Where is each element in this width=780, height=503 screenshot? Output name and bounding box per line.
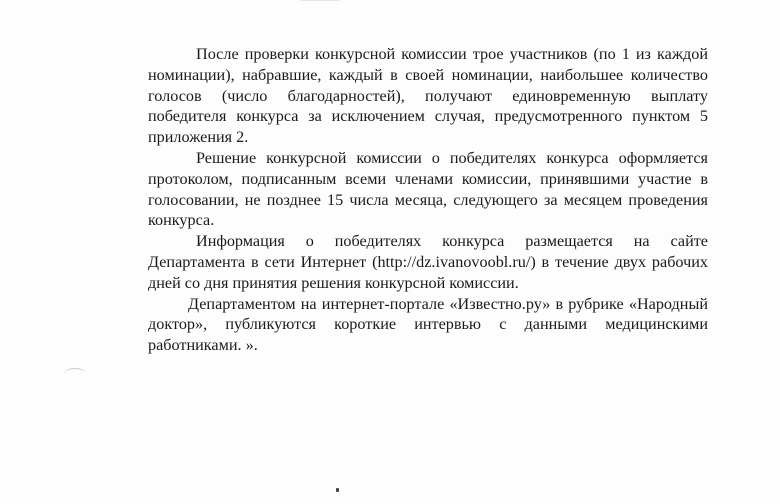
paragraph-commission-decision: Решение конкурсной комиссии о победителях конкурса оформляется протоколом, подписанным всеми членами комиссии, принявшими участие в голосовании, не позднее 15 числа месяца, следующего за месяцем проведения конкурса.: [148, 148, 708, 230]
scan-mark-left: [64, 368, 86, 379]
paragraph-publication: Департаментом на интернет-портале «Известно.ру» в рубрике «Народный доктор», публикуются короткие интервью с данными медицинскими работниками. ».: [148, 294, 708, 355]
paragraph-winners-information: Информация о победителях конкурса размещается на сайте Департамента в сети Интернет (http://dz.ivanovoobl.ru/) в течение двух рабочих дней со дня принятия решения конкурсной комиссии.: [148, 232, 708, 292]
scan-mark-bottom: [336, 488, 339, 492]
scan-mark-top: [300, 0, 340, 4]
document-body: [148, 44, 708, 356]
paragraph-competition-winners: После проверки конкурсной комиссии трое участников (по 1 из каждой номинации), набравшие, каждый в своей номинации, наибольшее количество голосов (число благодарностей), получают единовременную выплату победителя конкурса за исключением случая, предусмотренного пунктом 5 приложения 2.: [148, 45, 708, 147]
